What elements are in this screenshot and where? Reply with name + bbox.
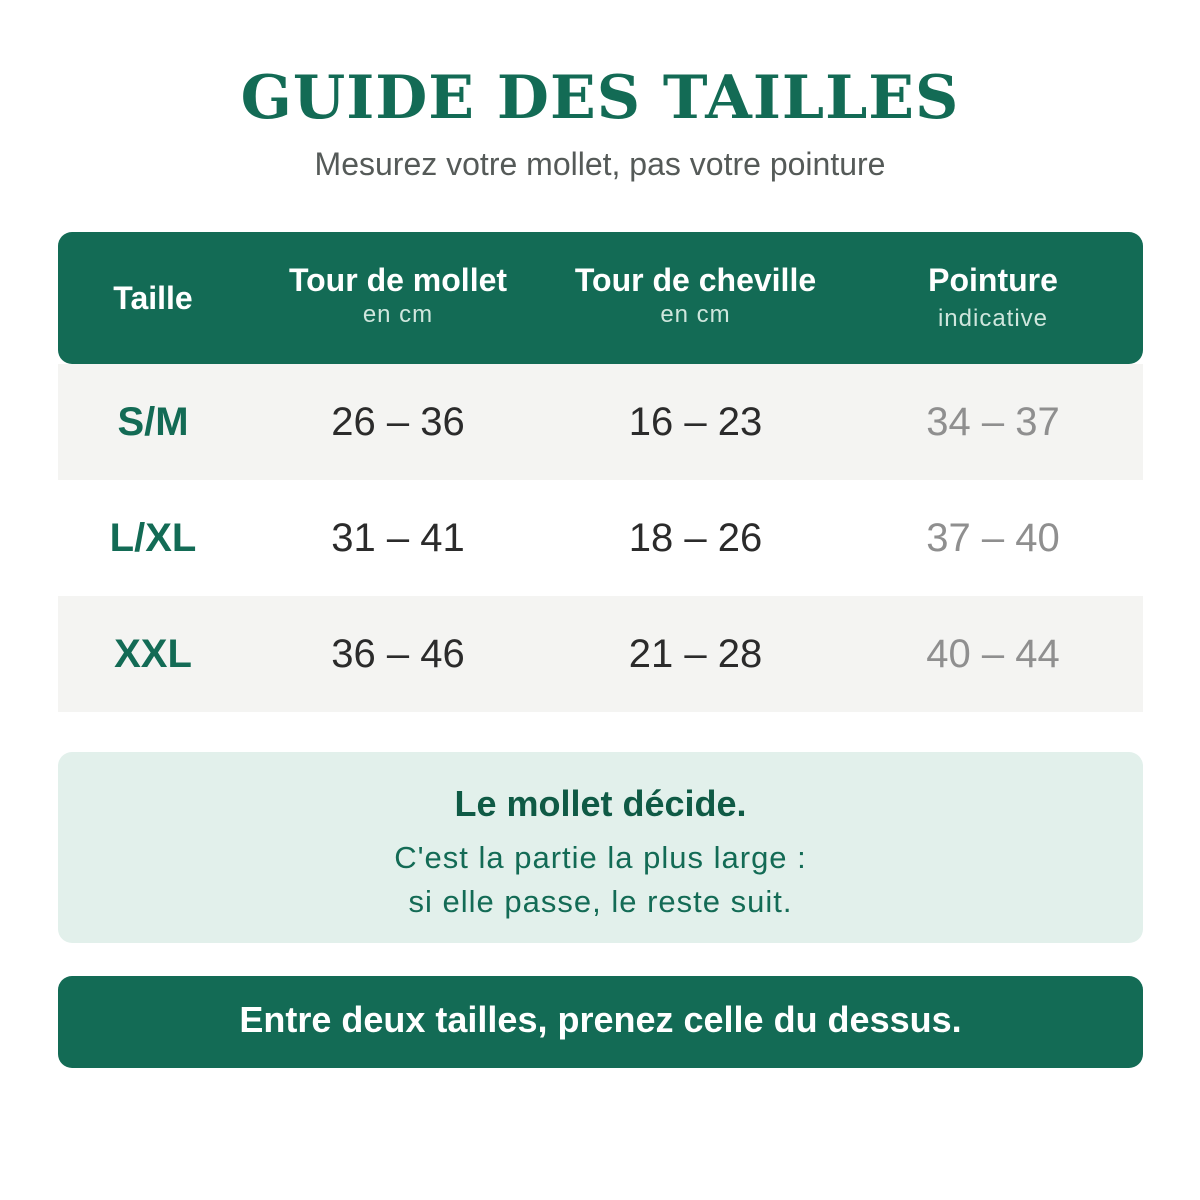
row-calf: 36 – 46 — [331, 632, 465, 676]
note-line-2: si elle passe, le reste suit. — [408, 884, 793, 919]
row-size: XXL — [114, 632, 192, 676]
column-header-calf-label: Tour de mollet — [288, 262, 508, 298]
row-ankle: 18 – 26 — [628, 516, 763, 560]
row-ankle: 21 – 28 — [628, 632, 763, 676]
size-table — [58, 232, 1143, 713]
column-header-size-label: Taille — [113, 280, 193, 316]
column-header-shoe — [843, 232, 1143, 364]
row-shoe: 34 – 37 — [926, 400, 1060, 444]
calf-note-box — [58, 752, 1143, 943]
row-ankle: 16 – 23 — [628, 400, 763, 444]
column-header-size — [58, 232, 248, 364]
note-line-1: C'est la partie la plus large : — [394, 840, 807, 875]
table-row — [58, 364, 1143, 480]
sizing-tip-banner: Entre deux tailles, prenez celle du dessus. — [58, 976, 1143, 1068]
table-row — [58, 480, 1143, 596]
note-title: Le mollet décide. — [454, 783, 747, 824]
row-shoe: 40 – 44 — [926, 632, 1060, 676]
column-header-shoe-label: Pointure — [928, 262, 1058, 298]
row-shoe: 37 – 40 — [926, 516, 1060, 560]
table-row — [58, 596, 1143, 712]
row-calf: 31 – 41 — [331, 516, 465, 560]
column-header-ankle-unit: en cm — [660, 301, 731, 328]
page-title: GUIDE DES TAILLES — [240, 63, 960, 133]
column-header-calf — [248, 232, 548, 364]
row-size: L/XL — [109, 516, 197, 560]
page-subtitle: Mesurez votre mollet, pas votre pointure — [314, 146, 886, 182]
column-header-ankle — [548, 232, 843, 364]
row-size: S/M — [117, 400, 189, 444]
table-header — [58, 232, 1143, 364]
column-header-calf-unit: en cm — [362, 301, 434, 328]
row-calf: 26 – 36 — [331, 400, 465, 444]
column-header-ankle-label: Tour de cheville — [574, 262, 817, 298]
column-header-shoe-note: indicative — [937, 305, 1049, 332]
